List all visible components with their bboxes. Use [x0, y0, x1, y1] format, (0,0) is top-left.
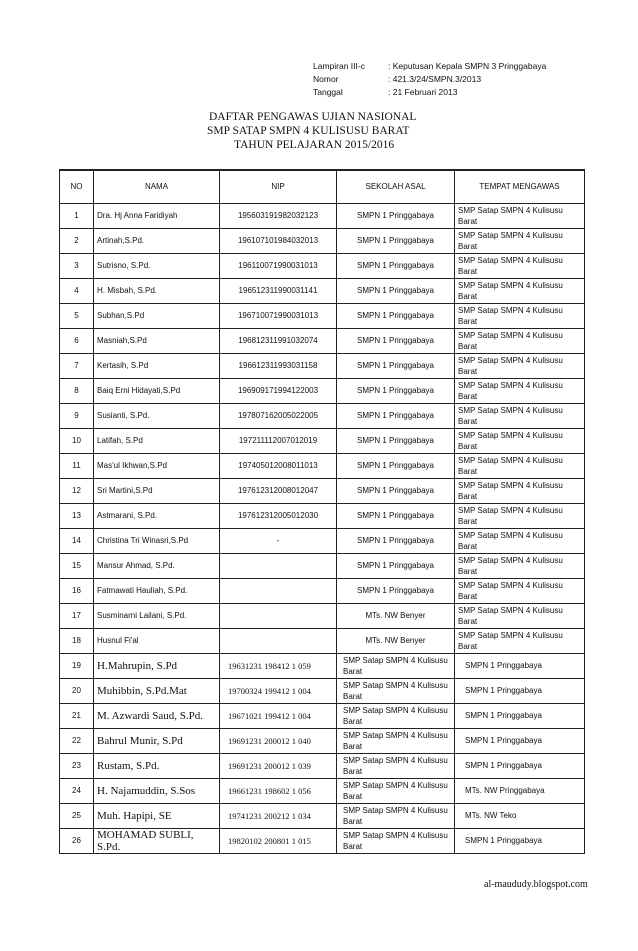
- cell-no: 8: [60, 378, 94, 403]
- cell-tempat-mengawas: SMPN 1 Pringgabaya: [455, 653, 585, 678]
- appendix-label: Tanggal: [313, 87, 343, 97]
- cell-tempat-mengawas: SMP Satap SMPN 4 Kulisusu Barat: [455, 328, 585, 353]
- cell-tempat-mengawas: SMP Satap SMPN 4 Kulisusu Barat: [455, 353, 585, 378]
- table-row: [60, 803, 585, 828]
- cell-no: 25: [60, 803, 94, 828]
- cell-sekolah-asal: SMP Satap SMPN 4 Kulisusu Barat: [337, 803, 455, 828]
- table-row: [60, 828, 585, 853]
- title-line-3: TAHUN PELAJARAN 2015/2016: [234, 139, 395, 151]
- cell-sekolah-asal: SMP Satap SMPN 4 Kulisusu Barat: [337, 703, 455, 728]
- table-body: [60, 203, 585, 853]
- cell-tempat-mengawas: SMP Satap SMPN 4 Kulisusu Barat: [455, 378, 585, 403]
- cell-nip: 196512311990031141: [220, 278, 337, 303]
- cell-no: 20: [60, 678, 94, 703]
- table-row: [60, 353, 585, 378]
- cell-nip: 196710071990031013: [220, 303, 337, 328]
- cell-nama: Husnul Fi'al: [94, 628, 220, 653]
- cell-tempat-mengawas: SMP Satap SMPN 4 Kulisusu Barat: [455, 428, 585, 453]
- cell-sekolah-asal: SMP Satap SMPN 4 Kulisusu Barat: [337, 778, 455, 803]
- cell-nip: 196812311991032074: [220, 328, 337, 353]
- cell-no: 24: [60, 778, 94, 803]
- table-row: [60, 503, 585, 528]
- cell-no: 17: [60, 603, 94, 628]
- appendix-label: Lampiran III-c: [313, 61, 365, 71]
- cell-nama: Subhan,S.Pd: [94, 303, 220, 328]
- table-row: [60, 653, 585, 678]
- table-row: [60, 428, 585, 453]
- cell-tempat-mengawas: SMP Satap SMPN 4 Kulisusu Barat: [455, 228, 585, 253]
- cell-nip: 197612312008012047: [220, 478, 337, 503]
- cell-tempat-mengawas: SMP Satap SMPN 4 Kulisusu Barat: [455, 553, 585, 578]
- document-title: [0, 110, 638, 152]
- supervisor-table: [59, 169, 585, 854]
- cell-no: 18: [60, 628, 94, 653]
- cell-sekolah-asal: SMPN 1 Pringgabaya: [337, 303, 455, 328]
- cell-no: 5: [60, 303, 94, 328]
- cell-tempat-mengawas: SMP Satap SMPN 4 Kulisusu Barat: [455, 278, 585, 303]
- cell-nip: [220, 628, 337, 653]
- cell-nip: 196909171994122003: [220, 378, 337, 403]
- table-row: [60, 778, 585, 803]
- cell-nama: Mas'ul Ikhwan,S.Pd: [94, 453, 220, 478]
- table-row: [60, 603, 585, 628]
- cell-nama: Susianti, S.Pd.: [94, 403, 220, 428]
- header-nama: NAMA: [94, 170, 220, 203]
- cell-sekolah-asal: SMPN 1 Pringgabaya: [337, 528, 455, 553]
- cell-tempat-mengawas: SMP Satap SMPN 4 Kulisusu Barat: [455, 578, 585, 603]
- cell-nip: 197612312005012030: [220, 503, 337, 528]
- cell-nip: 195603191982032123: [220, 203, 337, 228]
- appendix-value: : Keputusan Kepala SMPN 3 Pringgabaya: [388, 61, 547, 71]
- cell-sekolah-asal: SMPN 1 Pringgabaya: [337, 328, 455, 353]
- cell-nama: Susminarni Lailani, S.Pd.: [94, 603, 220, 628]
- cell-no: 6: [60, 328, 94, 353]
- cell-nama: M. Azwardi Saud, S.Pd.: [94, 703, 220, 728]
- cell-nip: 197405012008011013: [220, 453, 337, 478]
- cell-nip: 19691231 200012 1 039: [220, 753, 337, 778]
- cell-nip: 197807162005022005: [220, 403, 337, 428]
- cell-no: 15: [60, 553, 94, 578]
- cell-nama: Kertasih, S.Pd: [94, 353, 220, 378]
- cell-nama: H.Mahrupin, S.Pd: [94, 653, 220, 678]
- cell-sekolah-asal: SMPN 1 Pringgabaya: [337, 428, 455, 453]
- appendix-row: [313, 60, 546, 73]
- table-row: [60, 753, 585, 778]
- cell-nip: -: [220, 528, 337, 553]
- cell-nama: Sutrisno, S.Pd.: [94, 253, 220, 278]
- cell-tempat-mengawas: SMPN 1 Pringgabaya: [455, 753, 585, 778]
- cell-no: 26: [60, 828, 94, 853]
- table-row: [60, 228, 585, 253]
- cell-sekolah-asal: SMP Satap SMPN 4 Kulisusu Barat: [337, 653, 455, 678]
- appendix-row: [313, 86, 546, 99]
- table-row: [60, 703, 585, 728]
- cell-no: 13: [60, 503, 94, 528]
- cell-nip: 196107101984032013: [220, 228, 337, 253]
- table-row: [60, 528, 585, 553]
- table-row: [60, 478, 585, 503]
- cell-no: 21: [60, 703, 94, 728]
- header-tempat-mengawas: TEMPAT MENGAWAS: [455, 170, 585, 203]
- table-row: [60, 578, 585, 603]
- cell-nip: 19700324 199412 1 004: [220, 678, 337, 703]
- cell-tempat-mengawas: SMPN 1 Pringgabaya: [455, 703, 585, 728]
- cell-tempat-mengawas: SMP Satap SMPN 4 Kulisusu Barat: [455, 203, 585, 228]
- cell-sekolah-asal: SMP Satap SMPN 4 Kulisusu Barat: [337, 828, 455, 853]
- cell-no: 22: [60, 728, 94, 753]
- cell-sekolah-asal: SMP Satap SMPN 4 Kulisusu Barat: [337, 728, 455, 753]
- cell-nama: H. Misbah, S.Pd.: [94, 278, 220, 303]
- cell-no: 11: [60, 453, 94, 478]
- header-no: NO: [60, 170, 94, 203]
- cell-sekolah-asal: SMPN 1 Pringgabaya: [337, 478, 455, 503]
- cell-nama: Astmarani, S.Pd.: [94, 503, 220, 528]
- cell-sekolah-asal: SMPN 1 Pringgabaya: [337, 353, 455, 378]
- cell-nip: 197211112007012019: [220, 428, 337, 453]
- cell-sekolah-asal: SMP Satap SMPN 4 Kulisusu Barat: [337, 678, 455, 703]
- cell-nip: 19671021 199412 1 004: [220, 703, 337, 728]
- cell-no: 2: [60, 228, 94, 253]
- table-row: [60, 728, 585, 753]
- cell-nama: MOHAMAD SUBLI, S.Pd.: [94, 828, 220, 853]
- cell-nama: Artinah,S.Pd.: [94, 228, 220, 253]
- cell-sekolah-asal: SMPN 1 Pringgabaya: [337, 453, 455, 478]
- cell-tempat-mengawas: SMPN 1 Pringgabaya: [455, 828, 585, 853]
- cell-nama: Mansur Ahmad, S.Pd.: [94, 553, 220, 578]
- cell-nip: 196612311993031158: [220, 353, 337, 378]
- table-row: [60, 278, 585, 303]
- table-row: [60, 553, 585, 578]
- header-nip: NIP: [220, 170, 337, 203]
- cell-tempat-mengawas: SMP Satap SMPN 4 Kulisusu Barat: [455, 303, 585, 328]
- cell-nama: Dra. Hj Anna Faridiyah: [94, 203, 220, 228]
- cell-nama: H. Najamuddin, S.Sos: [94, 778, 220, 803]
- cell-sekolah-asal: SMP Satap SMPN 4 Kulisusu Barat: [337, 753, 455, 778]
- table-row: [60, 453, 585, 478]
- appendix-block: [313, 60, 546, 99]
- cell-nama: Masniah,S.Pd: [94, 328, 220, 353]
- cell-nama: Muhibbin, S.Pd.Mat: [94, 678, 220, 703]
- appendix-row: [313, 73, 546, 86]
- cell-sekolah-asal: SMPN 1 Pringgabaya: [337, 503, 455, 528]
- cell-nama: Bahrul Munir, S.Pd: [94, 728, 220, 753]
- table-header-row: [60, 170, 585, 203]
- appendix-value: : 21 Februari 2013: [388, 87, 458, 97]
- cell-no: 14: [60, 528, 94, 553]
- header-sekolah-asal: SEKOLAH ASAL: [337, 170, 455, 203]
- cell-no: 9: [60, 403, 94, 428]
- cell-nama: Rustam, S.Pd.: [94, 753, 220, 778]
- cell-nip: 196110071990031013: [220, 253, 337, 278]
- table-row: [60, 378, 585, 403]
- title-line-2: SMP SATAP SMPN 4 KULISUSU BARAT: [207, 125, 410, 137]
- cell-no: 19: [60, 653, 94, 678]
- cell-no: 10: [60, 428, 94, 453]
- cell-nip: [220, 578, 337, 603]
- cell-nip: [220, 553, 337, 578]
- cell-no: 16: [60, 578, 94, 603]
- cell-nama: Muh. Hapipi, SE: [94, 803, 220, 828]
- appendix-label: Nomor: [313, 74, 339, 84]
- cell-tempat-mengawas: MTs. NW Pringgabaya: [455, 778, 585, 803]
- cell-sekolah-asal: SMPN 1 Pringgabaya: [337, 578, 455, 603]
- cell-tempat-mengawas: SMPN 1 Pringgabaya: [455, 728, 585, 753]
- cell-tempat-mengawas: MTs. NW Teko: [455, 803, 585, 828]
- cell-nama: Fatmawati Hauliah, S.Pd.: [94, 578, 220, 603]
- table-row: [60, 328, 585, 353]
- cell-sekolah-asal: SMPN 1 Pringgabaya: [337, 278, 455, 303]
- cell-tempat-mengawas: SMP Satap SMPN 4 Kulisusu Barat: [455, 603, 585, 628]
- cell-tempat-mengawas: SMP Satap SMPN 4 Kulisusu Barat: [455, 403, 585, 428]
- table-row: [60, 253, 585, 278]
- cell-no: 23: [60, 753, 94, 778]
- cell-nama: Sri Martini,S.Pd: [94, 478, 220, 503]
- cell-sekolah-asal: SMPN 1 Pringgabaya: [337, 253, 455, 278]
- cell-sekolah-asal: MTs. NW Benyer: [337, 628, 455, 653]
- cell-nip: 19691231 200012 1 040: [220, 728, 337, 753]
- cell-no: 7: [60, 353, 94, 378]
- cell-tempat-mengawas: SMP Satap SMPN 4 Kulisusu Barat: [455, 253, 585, 278]
- table-row: [60, 403, 585, 428]
- cell-sekolah-asal: SMPN 1 Pringgabaya: [337, 228, 455, 253]
- cell-tempat-mengawas: SMP Satap SMPN 4 Kulisusu Barat: [455, 628, 585, 653]
- cell-nip: 19631231 198412 1 059: [220, 653, 337, 678]
- cell-nip: 19820102 200801 1 015: [220, 828, 337, 853]
- cell-sekolah-asal: SMPN 1 Pringgabaya: [337, 553, 455, 578]
- cell-tempat-mengawas: SMPN 1 Pringgabaya: [455, 678, 585, 703]
- table-row: [60, 303, 585, 328]
- cell-sekolah-asal: SMPN 1 Pringgabaya: [337, 378, 455, 403]
- cell-nama: Baiq Erni Hidayati,S.Pd: [94, 378, 220, 403]
- cell-sekolah-asal: MTs. NW Benyer: [337, 603, 455, 628]
- cell-nama: Christina Tri Winasri,S.Pd: [94, 528, 220, 553]
- cell-no: 4: [60, 278, 94, 303]
- cell-tempat-mengawas: SMP Satap SMPN 4 Kulisusu Barat: [455, 453, 585, 478]
- cell-no: 1: [60, 203, 94, 228]
- cell-nama: Latifah, S.Pd: [94, 428, 220, 453]
- table-row: [60, 203, 585, 228]
- cell-nip: 19661231 198602 1 056: [220, 778, 337, 803]
- watermark: al-maududy.blogspot.com: [484, 879, 588, 890]
- table-row: [60, 628, 585, 653]
- appendix-value: : 421.3/24/SMPN.3/2013: [388, 74, 482, 84]
- cell-nip: 19741231 200212 1 034: [220, 803, 337, 828]
- cell-tempat-mengawas: SMP Satap SMPN 4 Kulisusu Barat: [455, 503, 585, 528]
- cell-no: 3: [60, 253, 94, 278]
- cell-tempat-mengawas: SMP Satap SMPN 4 Kulisusu Barat: [455, 528, 585, 553]
- cell-tempat-mengawas: SMP Satap SMPN 4 Kulisusu Barat: [455, 478, 585, 503]
- title-line-1: DAFTAR PENGAWAS UJIAN NASIONAL: [209, 111, 417, 123]
- cell-nip: [220, 603, 337, 628]
- table-row: [60, 678, 585, 703]
- cell-sekolah-asal: SMPN 1 Pringgabaya: [337, 203, 455, 228]
- cell-no: 12: [60, 478, 94, 503]
- cell-sekolah-asal: SMPN 1 Pringgabaya: [337, 403, 455, 428]
